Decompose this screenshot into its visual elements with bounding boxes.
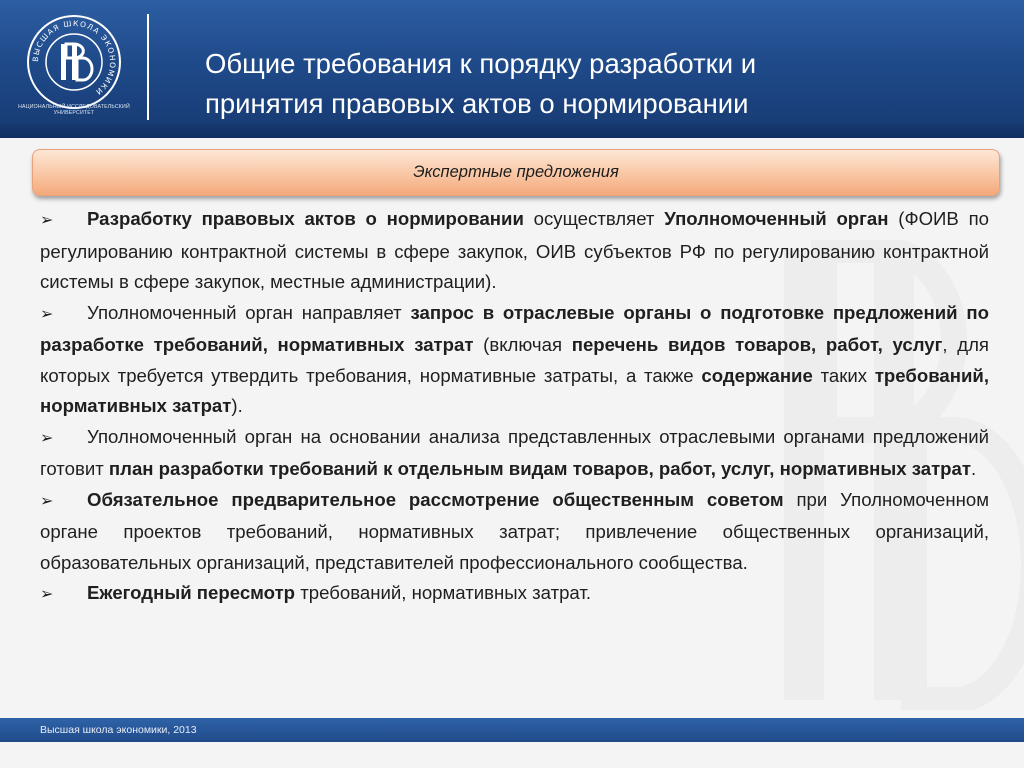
list-item: ➢ Обязательное предварительное рассмотрение общественным советом при Уполномоченном органе проектов требований, нормативных затрат; привлечение общественных организаций, образовательных организаций, представителей профессионального сообщества. [40, 488, 989, 573]
list-item: ➢ Уполномоченный орган направляет запрос в отраслевые органы о подготовке предложений по разработке требований, нормативных затрат (включая перечень видов товаров, работ, услуг, для которых требуется утвердить требования, нормативные затраты, а также содержание таких требований, нормативных затрат). [40, 301, 990, 416]
page-title [205, 44, 1005, 124]
arrow-bullet-icon: ➢ [40, 305, 54, 323]
header-banner [0, 0, 1024, 138]
header-shadow [0, 120, 1024, 138]
list-item: ➢ Уполномоченный орган на основании анализа представленных отраслевыми органами предложений готовит план разработки требований к отдельным видам товаров, работ, услуг, нормативных затрат. [40, 425, 989, 479]
list-item: ➢ Разработку правовых актов о нормировании осуществляет Уполномоченный орган (ФОИВ по регулированию контрактной системы в сфере закупок, ОИВ субъектов РФ по регулированию контрактной системы в сфере закупок, местные администрации). [40, 208, 989, 292]
subtitle-text: Экспертные предложения [413, 163, 619, 181]
title-line-1: Общие требования к порядку разработки и [205, 48, 757, 79]
footer-text: Высшая школа экономики, 2013 [40, 724, 197, 736]
title-line-2: принятия правовых актов о нормировании [205, 88, 749, 119]
hse-logo-icon [26, 14, 122, 110]
arrow-bullet-icon: ➢ [40, 429, 54, 447]
arrow-bullet-icon: ➢ [40, 586, 54, 603]
bullet-list [40, 204, 989, 611]
list-item: ➢ Ежегодный пересмотр требований, нормативных затрат. [40, 578, 989, 611]
footer-bar [0, 718, 1024, 742]
arrow-bullet-icon: ➢ [40, 492, 54, 510]
header-divider [147, 14, 149, 120]
logo-caption: НАЦИОНАЛЬНЫЙ ИССЛЕДОВАТЕЛЬСКИЙ УНИВЕРСИТЕТ [18, 104, 130, 116]
logo-ring-text: ВЫСШАЯ ШКОЛА ЭКОНОМИКИ [30, 18, 118, 98]
arrow-bullet-icon: ➢ [40, 212, 54, 229]
subtitle-banner [32, 149, 1000, 196]
